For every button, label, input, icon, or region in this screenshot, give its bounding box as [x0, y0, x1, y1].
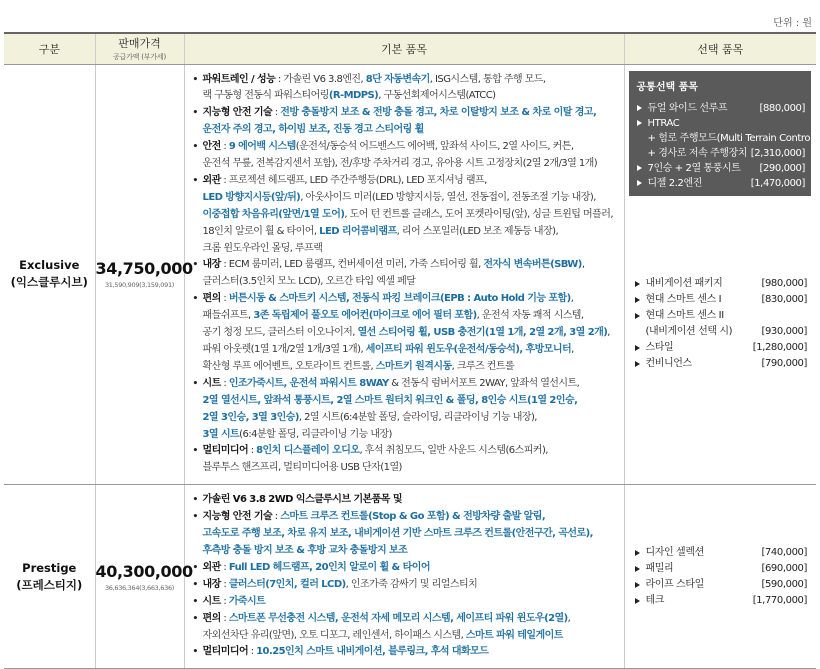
option-name	[635, 577, 704, 593]
header-basic: 기본 품목	[184, 33, 624, 64]
option-price: [980,000]	[761, 277, 807, 289]
option-name	[637, 101, 728, 116]
option-item	[635, 276, 808, 292]
basic-item-segment: , 후석 취침모드, 일반 사운드 시스템(6스피커),	[359, 445, 548, 457]
basic-item-segment: , 2열 시트(6:4분할 폴딩, 슬라이딩, 리클라이닝 기능 내장),	[298, 411, 537, 423]
option-item	[637, 131, 816, 146]
basic-item-segment: , ISG시스템, 통합 주행 모드,	[429, 73, 546, 85]
basic-item-segment: 버튼시동 & 스마트키 시스템, 전동식 파킹 브레이크(EPB : Auto Hold 기능 포함)	[228, 293, 571, 305]
basic-item-segment: ,	[607, 327, 610, 339]
basic-item-line	[193, 257, 618, 274]
basic-item-line	[193, 207, 618, 224]
header-price-sub: 공급가액 (부가세)	[112, 53, 167, 62]
option-label: 디젤 2.2엔진	[647, 177, 703, 189]
basic-item-segment: 블루투스 핸즈프리, 멀티미디어용 USB 단자(1열)	[202, 462, 402, 474]
basic-item-segment: :	[272, 511, 281, 523]
option-item	[635, 356, 808, 372]
basic-item-segment: 이중접합 차음유리(앞면/1열 도어)	[202, 208, 345, 220]
option-price: [690,000]	[761, 562, 807, 574]
basic-item-line	[193, 325, 618, 342]
option-item	[635, 545, 808, 561]
option-price: [1,770,000]	[752, 594, 807, 606]
option-name	[637, 116, 680, 131]
basic-item-segment: 멀티미디어	[202, 646, 249, 658]
trim-price-supply: 36,636,364(3,663,636)	[104, 583, 175, 592]
header-category: 구분	[4, 33, 95, 64]
basic-item-text	[203, 577, 478, 594]
basic-item-text	[203, 460, 402, 477]
basic-item-segment: 스마트키 원격시동	[375, 360, 452, 372]
basic-item-line	[193, 577, 618, 594]
basic-item-text	[203, 376, 580, 393]
trim-row-prestige	[4, 485, 816, 669]
basic-item-line	[193, 543, 618, 560]
basic-item-line	[193, 308, 618, 325]
basic-item-text	[203, 224, 559, 241]
basic-item-text	[203, 509, 546, 526]
basic-item-segment: 가솔린 V6 3.8 2WD 익스클루시브 기본품목 및	[202, 494, 402, 506]
basic-item-segment: :	[220, 141, 229, 153]
header-price	[95, 33, 184, 64]
basic-item-line	[193, 190, 618, 207]
basic-item-line	[193, 291, 618, 308]
option-name	[635, 340, 674, 356]
basic-item-segment: :	[272, 107, 281, 119]
option-item	[637, 101, 806, 116]
basic-item-line	[193, 105, 618, 122]
basic-item-segment: 지능형 안전 기술	[202, 107, 273, 119]
option-item	[637, 146, 806, 161]
basic-item-segment: , 운전석 자동 쾌적 시스템,	[476, 310, 584, 322]
basic-item-text	[203, 122, 424, 139]
basic-item-segment: 8단 자동변속기	[365, 73, 430, 85]
basic-item-text	[203, 393, 578, 410]
basic-item-segment: 3열 시트	[202, 428, 240, 440]
trim-name-kr: (익스클루시브)	[10, 275, 88, 290]
basic-item-line	[193, 526, 618, 543]
basic-item-segment: , 크루즈 컨트롤	[451, 360, 515, 372]
option-label: + 험로 주행모드(Multi Terrain Control)	[647, 132, 816, 144]
basic-item-segment: 후측방 충돌 방지 보조 & 후방 교차 충돌방지 보조	[202, 544, 408, 556]
trim-name-cell	[4, 485, 95, 669]
basic-item-line	[193, 274, 618, 291]
basic-item-segment: 시트	[202, 595, 221, 607]
basic-item-segment: , 리어 스포일러(LED 보조 제동등 내장),	[396, 225, 559, 237]
basic-item-text	[203, 88, 496, 105]
option-label: 패밀리	[645, 562, 674, 574]
bullet-icon: •	[192, 142, 198, 153]
trim-row-exclusive	[4, 64, 816, 485]
option-label: 컨비니언스	[645, 357, 692, 369]
basic-item-text	[203, 257, 585, 274]
basic-item-segment: 클러스터(3.5인치 모노 LCD), 오르간 타입 엑셀 페달	[202, 276, 416, 288]
basic-item-segment: 운전자 주의 경고, 하이빔 보조, 진동 경고 스티어링 휠	[202, 124, 424, 136]
basic-item-segment: 8인치 디스플레이 오디오	[256, 445, 360, 457]
trim-name-kr: (프레스티지)	[16, 577, 83, 592]
basic-item-segment: 내장	[202, 578, 221, 590]
basic-item-line	[193, 460, 618, 477]
basic-item-segment: 10.25인치 스마트 내비게이션, 블루링크, 후석 대화모드	[256, 646, 489, 658]
basic-item-line	[193, 410, 618, 427]
bullet-icon: •	[192, 613, 198, 624]
option-item	[635, 292, 808, 308]
option-label: 듀얼 와이드 선루프	[647, 102, 728, 114]
basic-item-text	[203, 526, 593, 543]
basic-item-line	[193, 492, 618, 509]
header-price-label: 판매가격	[118, 37, 161, 51]
header-options: 선택 품목	[624, 33, 816, 64]
basic-item-segment: 멀티미디어	[202, 445, 249, 457]
basic-item-segment: , 구동선회제어시스템(ATCC)	[378, 90, 496, 102]
option-name	[635, 356, 692, 372]
option-name	[635, 292, 722, 308]
basic-item-line	[193, 560, 618, 577]
basic-item-segment: 시트	[202, 377, 221, 389]
basic-item-text	[203, 427, 392, 444]
trim-price-supply: 31,590,909(3,159,091)	[104, 281, 175, 290]
option-label: 테크	[645, 594, 665, 606]
basic-item-segment: 스마트 파워 테일게이트	[465, 629, 563, 641]
basic-item-segment: 확산형 루프 에어벤트, 오토라이트 컨트롤,	[202, 360, 376, 372]
basic-item-text	[203, 342, 574, 359]
arrow-right-icon	[635, 582, 640, 588]
option-price: [290,000]	[759, 162, 805, 174]
basic-item-segment: : 가솔린 V6 3.8엔진,	[275, 73, 366, 85]
basic-item-segment: 편의	[202, 612, 221, 624]
basic-item-segment: ,	[571, 344, 574, 355]
basic-item-segment: : ECM 룸미러, LED 룸램프, 컨버세이션 미러, 가죽 스티어링 휠,	[220, 259, 484, 271]
option-label: + 경사로 저속 주행장치	[647, 147, 748, 159]
arrow-right-icon	[635, 281, 640, 287]
basic-item-text	[203, 173, 487, 190]
option-name	[637, 131, 817, 146]
basic-item-line	[193, 644, 618, 661]
basic-item-text	[203, 543, 408, 560]
basic-item-text	[203, 291, 574, 308]
option-name	[637, 176, 703, 191]
basic-item-segment: Full LED 헤드램프, 20인치 알로이 휠 & 타이어	[228, 561, 430, 573]
basic-item-segment: 패들쉬프트,	[202, 310, 254, 322]
basic-item-segment: :	[248, 445, 257, 457]
basic-item-line	[193, 443, 618, 460]
basic-item-segment: 운전석 무릎, 전복감지센서 포함), 전/후방 주차거리 경고, 유아용 시트 고정장치(2열 2개/3열 1개)	[202, 158, 598, 170]
option-price: [1,280,000]	[752, 341, 807, 353]
basic-item-segment: 편의	[202, 293, 221, 305]
option-label: (내비게이션 선택 시)	[645, 325, 733, 337]
basic-item-segment: 3존 독립제어 풀오토 에어컨(마이크로 에어 필터 포함)	[253, 310, 477, 322]
bullet-icon: •	[192, 446, 198, 457]
option-item	[635, 561, 808, 577]
basic-item-segment: ,	[581, 259, 585, 271]
bullet-icon: •	[192, 260, 198, 271]
common-options-title: 공통선택 품목	[636, 81, 698, 93]
basic-item-segment: 9 에어백 시스템	[228, 141, 296, 153]
bullet-icon: •	[192, 579, 198, 590]
trim-name: Prestige	[22, 560, 77, 575]
basic-item-text	[203, 156, 598, 173]
basic-item-segment: 고속도로 주행 보조, 차로 유지 보조, 내비게이션 기반 스마트 크루즈 컨트롤(안전구간, 곡선로),	[202, 528, 593, 540]
option-label: HTRAC	[647, 117, 680, 129]
trim-price-cell	[95, 64, 193, 485]
trim-price-cell	[95, 485, 193, 669]
basic-item-segment: (R-MDPS)	[328, 90, 379, 102]
option-item	[635, 340, 808, 356]
option-price: [740,000]	[761, 546, 807, 558]
option-name	[635, 276, 723, 292]
option-item	[635, 577, 808, 593]
basic-items-list	[193, 492, 618, 661]
basic-item-line	[193, 241, 618, 258]
basic-item-segment: 전방 충돌방지 보조 & 전방 충돌 경고, 차로 이탈방지 보조 & 차로 이탈 경고,	[280, 107, 597, 119]
basic-item-text	[203, 274, 416, 291]
basic-item-segment: :	[248, 646, 257, 658]
arrow-right-icon	[635, 550, 640, 556]
basic-items-cell	[184, 485, 624, 669]
basic-item-segment: 공기 청정 모드, 클러스터 이오나이저,	[202, 327, 358, 339]
option-name	[635, 308, 724, 324]
arrow-right-icon	[635, 313, 640, 319]
trim-name-cell	[4, 64, 95, 485]
basic-item-text	[203, 443, 548, 460]
basic-item-text	[203, 628, 563, 645]
unit-label: 단위 : 원	[773, 18, 812, 29]
option-price: [590,000]	[761, 578, 807, 590]
basic-item-line	[193, 509, 618, 526]
option-item	[637, 176, 806, 191]
bullet-icon: •	[192, 294, 198, 305]
basic-item-segment: ,	[570, 293, 574, 305]
option-label: 내비게이션 패키지	[645, 277, 723, 289]
basic-items-list	[193, 72, 618, 478]
basic-item-segment: (운전석/동승석 어드밴스드 에어백, 앞좌석 사이드, 2열 사이드, 커튼,	[295, 141, 574, 153]
basic-item-segment: 랙 구동형 전동식 파워스티어링	[202, 90, 329, 102]
option-name	[635, 324, 733, 340]
basic-item-segment: , 도어 턴 컨트롤 글래스, 도어 포켓라이팅(앞), 싱글 트윈팁 머플러,	[344, 208, 613, 220]
basic-item-text	[203, 190, 596, 207]
basic-item-segment: ,	[567, 612, 571, 624]
basic-item-line	[193, 173, 618, 190]
options-list	[629, 276, 812, 372]
option-price: [1,470,000]	[750, 177, 805, 189]
basic-item-segment: 2열 열선시트, 앞좌석 통풍시트, 2열 스마트 원터치 워크인 & 폴딩, 8인승 시트(1열 2인승,	[202, 394, 578, 406]
option-label: 스타일	[645, 341, 674, 353]
price-table	[4, 32, 816, 669]
basic-item-segment: LED 방향지시등(앞/뒤)	[202, 191, 301, 203]
basic-item-text	[203, 492, 402, 509]
basic-item-line	[193, 359, 618, 376]
basic-item-segment: 자외선차단 유리(앞면), 오토 디포그, 레인센서, 하이패스 시스템,	[202, 629, 466, 641]
basic-item-segment: , 인조가죽 감싸기 및 리얼스티치	[345, 578, 478, 590]
basic-item-segment: & 전동식 럼버서포트 2WAY, 앞좌석 열선시트,	[388, 377, 580, 389]
arrow-right-icon	[635, 345, 640, 351]
basic-item-segment: 파워 아웃렛(1열 1개/2열 1개/3열 1개),	[202, 344, 366, 355]
option-label: 7인승 + 2열 통풍시트	[647, 162, 741, 174]
basic-item-text	[203, 611, 571, 628]
basic-item-text	[203, 72, 546, 89]
option-name	[635, 593, 665, 609]
bullet-icon: •	[192, 512, 198, 523]
basic-item-segment: LED 리어콤비램프	[319, 225, 397, 237]
basic-item-segment: 지능형 안전 기술	[202, 511, 273, 523]
basic-item-segment: : 프로젝션 헤드램프, LED 주간주행등(DRL), LED 포지셔닝 램프,	[220, 174, 487, 186]
basic-item-text	[203, 325, 610, 342]
basic-item-line	[193, 88, 618, 105]
common-options-box	[629, 71, 816, 196]
option-item	[637, 116, 806, 131]
arrow-right-icon	[635, 598, 640, 604]
bullet-icon: •	[192, 378, 198, 389]
basic-item-line	[193, 628, 618, 645]
basic-items-cell	[184, 64, 624, 485]
basic-item-segment: :	[220, 578, 229, 590]
option-label: 라이프 스타일	[645, 578, 704, 590]
option-item	[635, 308, 808, 324]
basic-item-segment: :	[220, 561, 229, 573]
basic-item-segment: 열선 스티어링 휠, USB 충전기(1열 1개, 2열 2개, 3열 2개)	[357, 327, 608, 339]
basic-item-segment: :	[220, 595, 229, 607]
option-price: [880,000]	[759, 102, 805, 114]
trim-name: Exclusive	[19, 258, 80, 273]
basic-item-segment: 전자식 변속버튼(SBW)	[483, 259, 582, 271]
basic-item-line	[193, 156, 618, 173]
basic-item-segment: 파워트레인 / 성능	[202, 73, 276, 85]
basic-item-line	[193, 224, 618, 241]
bullet-icon: •	[192, 175, 198, 186]
basic-item-text	[203, 241, 323, 258]
arrow-right-icon	[637, 165, 642, 171]
arrow-right-icon	[635, 566, 640, 572]
common-options-list	[637, 101, 816, 191]
option-name	[635, 561, 674, 577]
bullet-icon: •	[192, 562, 198, 573]
basic-item-text	[203, 644, 489, 661]
header-row	[4, 33, 816, 64]
bullet-icon: •	[192, 108, 198, 119]
bullet-icon: •	[192, 647, 198, 658]
basic-item-segment: 내장	[202, 259, 221, 271]
option-item	[637, 161, 806, 176]
option-name	[637, 146, 748, 161]
options-list	[629, 545, 812, 609]
basic-item-segment: 안전	[202, 141, 221, 153]
basic-item-segment: 세이프티 파워 윈도우(운전석/동승석), 후방모니터	[365, 344, 572, 355]
option-label: 현대 스마트 센스 II	[645, 309, 724, 321]
trim-price: 40,300,000	[95, 561, 193, 581]
trim-price: 34,750,000	[95, 259, 193, 279]
basic-item-text	[203, 560, 430, 577]
basic-item-text	[203, 139, 574, 156]
basic-item-segment: :	[220, 293, 229, 305]
basic-item-segment: 가죽시트	[228, 595, 266, 607]
basic-item-line	[193, 342, 618, 359]
option-name	[637, 161, 741, 176]
option-price: [830,000]	[761, 293, 807, 305]
basic-item-segment: (6:4분할 폴딩, 리클라이닝 기능 내장)	[239, 428, 392, 440]
basic-item-line	[193, 594, 618, 611]
basic-item-line	[193, 393, 618, 410]
basic-item-segment: :	[220, 377, 229, 389]
basic-item-text	[203, 359, 515, 376]
basic-item-line	[193, 139, 618, 156]
basic-item-text	[203, 308, 584, 325]
option-price: [790,000]	[761, 357, 807, 369]
basic-item-line	[193, 611, 618, 628]
options-cell	[624, 485, 816, 669]
arrow-right-icon	[637, 105, 642, 111]
basic-item-segment: 인조가죽시트, 운전석 파워시트 8WAY	[228, 377, 389, 389]
option-price: [930,000]	[761, 325, 807, 337]
options-cell	[624, 64, 816, 485]
basic-item-segment: :	[220, 612, 229, 624]
basic-item-segment: 크롬 윈도우라인 몰딩, 루프랙	[202, 242, 323, 254]
basic-item-line	[193, 427, 618, 444]
basic-item-text	[203, 594, 266, 611]
basic-item-segment: 스마트 크루즈 컨트롤(Stop & Go 포함) & 전방차량 출발 알림,	[280, 511, 546, 523]
option-label: 현대 스마트 센스 I	[645, 293, 722, 305]
option-item	[635, 593, 808, 609]
basic-item-line	[193, 376, 618, 393]
basic-item-segment: , 아웃사이드 미러(LED 방향지시등, 열선, 전동접이, 전동조절 기능 내장),	[300, 191, 596, 203]
option-name	[635, 545, 704, 561]
basic-item-segment: 클러스터(7인치, 컬러 LCD)	[228, 578, 346, 590]
arrow-right-icon	[635, 361, 640, 367]
bullet-icon: •	[192, 74, 198, 85]
basic-item-text	[203, 410, 537, 427]
arrow-right-icon	[635, 297, 640, 303]
basic-item-line	[193, 72, 618, 89]
basic-item-segment: 18인치 알로이 휠 & 타이어,	[202, 225, 320, 237]
basic-item-text	[203, 207, 614, 224]
option-label: 디자인 셀렉션	[645, 546, 704, 558]
bullet-icon: •	[192, 495, 198, 506]
basic-item-segment: 2열 3인승, 3열 3인승)	[202, 411, 299, 423]
basic-item-text	[203, 105, 597, 122]
basic-item-segment: 외관	[202, 174, 221, 186]
basic-item-segment: 외관	[202, 561, 221, 573]
option-price: [2,310,000]	[750, 147, 805, 159]
arrow-right-icon	[637, 180, 642, 186]
basic-item-line	[193, 122, 618, 139]
arrow-right-icon	[637, 120, 642, 126]
basic-item-segment: 스마트폰 무선충전 시스템, 운전석 자세 메모리 시스템, 세이프티 파워 윈도우(2열)	[228, 612, 568, 624]
option-item	[635, 324, 808, 340]
bullet-icon: •	[192, 596, 198, 607]
